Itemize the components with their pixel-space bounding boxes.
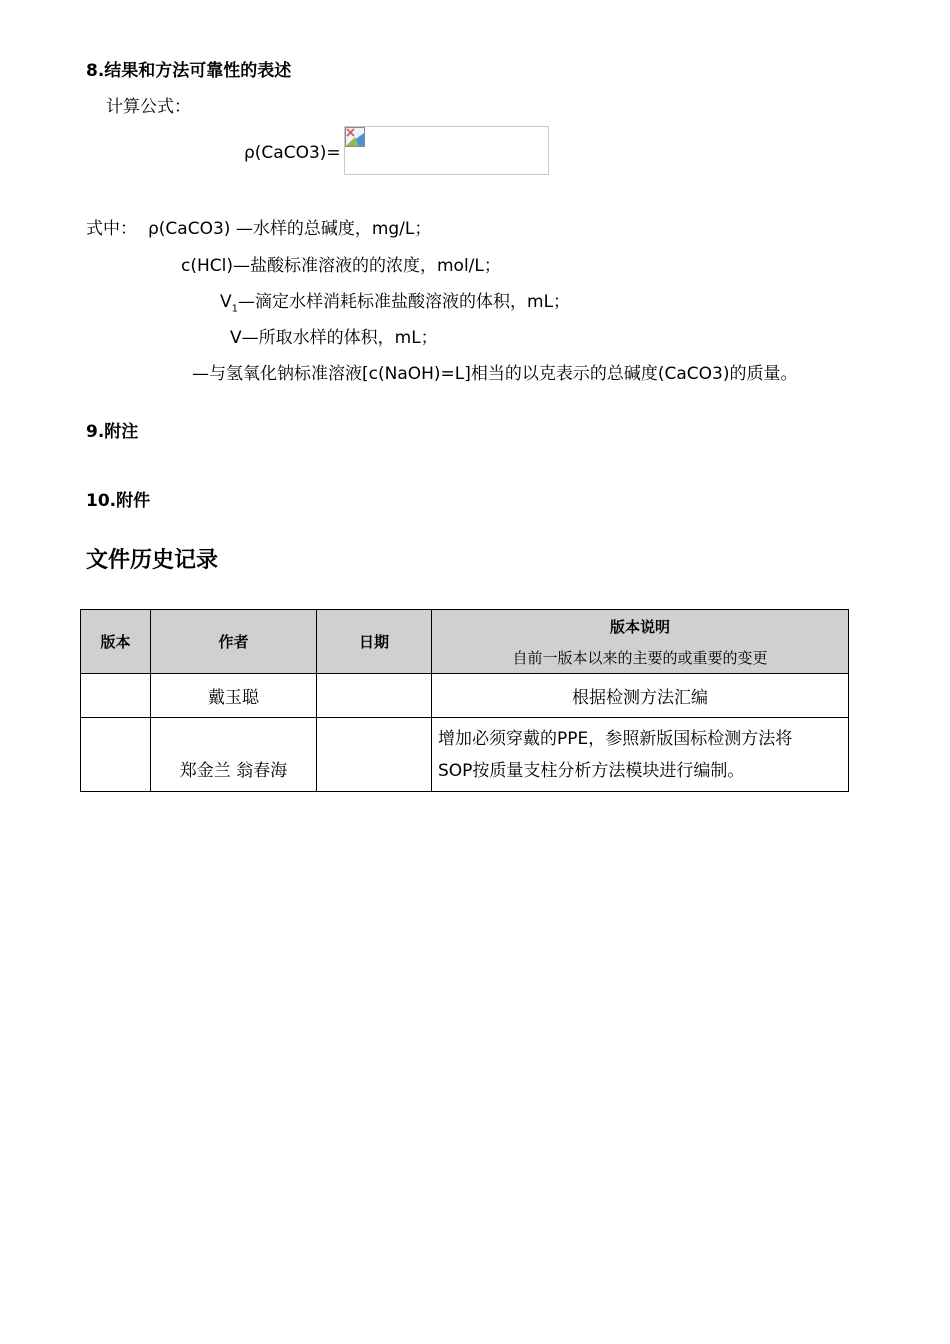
definition-line-4: V—所取水样的体积，mL； bbox=[230, 328, 438, 348]
header-date: 日期 bbox=[317, 610, 432, 674]
table-row bbox=[81, 718, 849, 792]
section-10-heading: 10.附件 bbox=[86, 491, 151, 511]
definition-v-subscript: 1 bbox=[231, 303, 239, 315]
section-9-heading: 9.附注 bbox=[86, 422, 139, 442]
broken-image-icon bbox=[345, 127, 365, 147]
row-2-description-line-2: SOP按质量支柱分析方法模块进行编制。 bbox=[438, 760, 745, 781]
definition-v-symbol: V bbox=[220, 292, 232, 312]
row-2-description bbox=[432, 718, 849, 792]
definition-line-3 bbox=[220, 287, 570, 314]
header-description-main: 版本说明 bbox=[609, 617, 670, 636]
definition-line-2: c(HCl)—盐酸标准溶液的的浓度，mol/L； bbox=[181, 256, 501, 276]
history-title: 文件历史记录 bbox=[86, 548, 219, 573]
definition-line-5: —与氢氧化钠标准溶液[c(NaOH)=L]相当的以克表示的总碱度(CaCO3)的质量。 bbox=[192, 364, 798, 384]
header-author: 作者 bbox=[151, 610, 317, 674]
row-1-version bbox=[81, 674, 151, 718]
history-header-row bbox=[81, 610, 849, 674]
history-table bbox=[80, 609, 849, 792]
row-1-author: 戴玉聪 bbox=[151, 674, 317, 718]
section-8-heading: 8.结果和方法可靠性的表述 bbox=[86, 61, 292, 81]
row-2-author: 郑金兰 翁春海 bbox=[151, 718, 317, 792]
table-row bbox=[81, 674, 849, 718]
formula-lhs: ρ(CaCO3)= bbox=[244, 143, 341, 163]
definition-line-3-text: —滴定水样消耗标准盐酸溶液的体积，mL； bbox=[238, 292, 571, 312]
definition-line-1: ρ(CaCO3) —水样的总碱度，mg/L； bbox=[148, 219, 432, 239]
header-version: 版本 bbox=[81, 610, 151, 674]
header-description-sub: 自前一版本以来的主要的或重要的变更 bbox=[512, 648, 768, 667]
formula-label: 计算公式： bbox=[106, 97, 191, 117]
row-2-description-line-1: 增加必须穿戴的PPE，参照新版国标检测方法将 bbox=[438, 728, 793, 749]
formula-image bbox=[344, 126, 549, 175]
definitions-prefix: 式中： bbox=[86, 219, 137, 239]
row-1-date bbox=[317, 674, 432, 718]
row-2-date bbox=[317, 718, 432, 792]
row-1-description: 根据检测方法汇编 bbox=[432, 674, 849, 718]
row-2-version bbox=[81, 718, 151, 792]
header-description bbox=[432, 610, 849, 674]
